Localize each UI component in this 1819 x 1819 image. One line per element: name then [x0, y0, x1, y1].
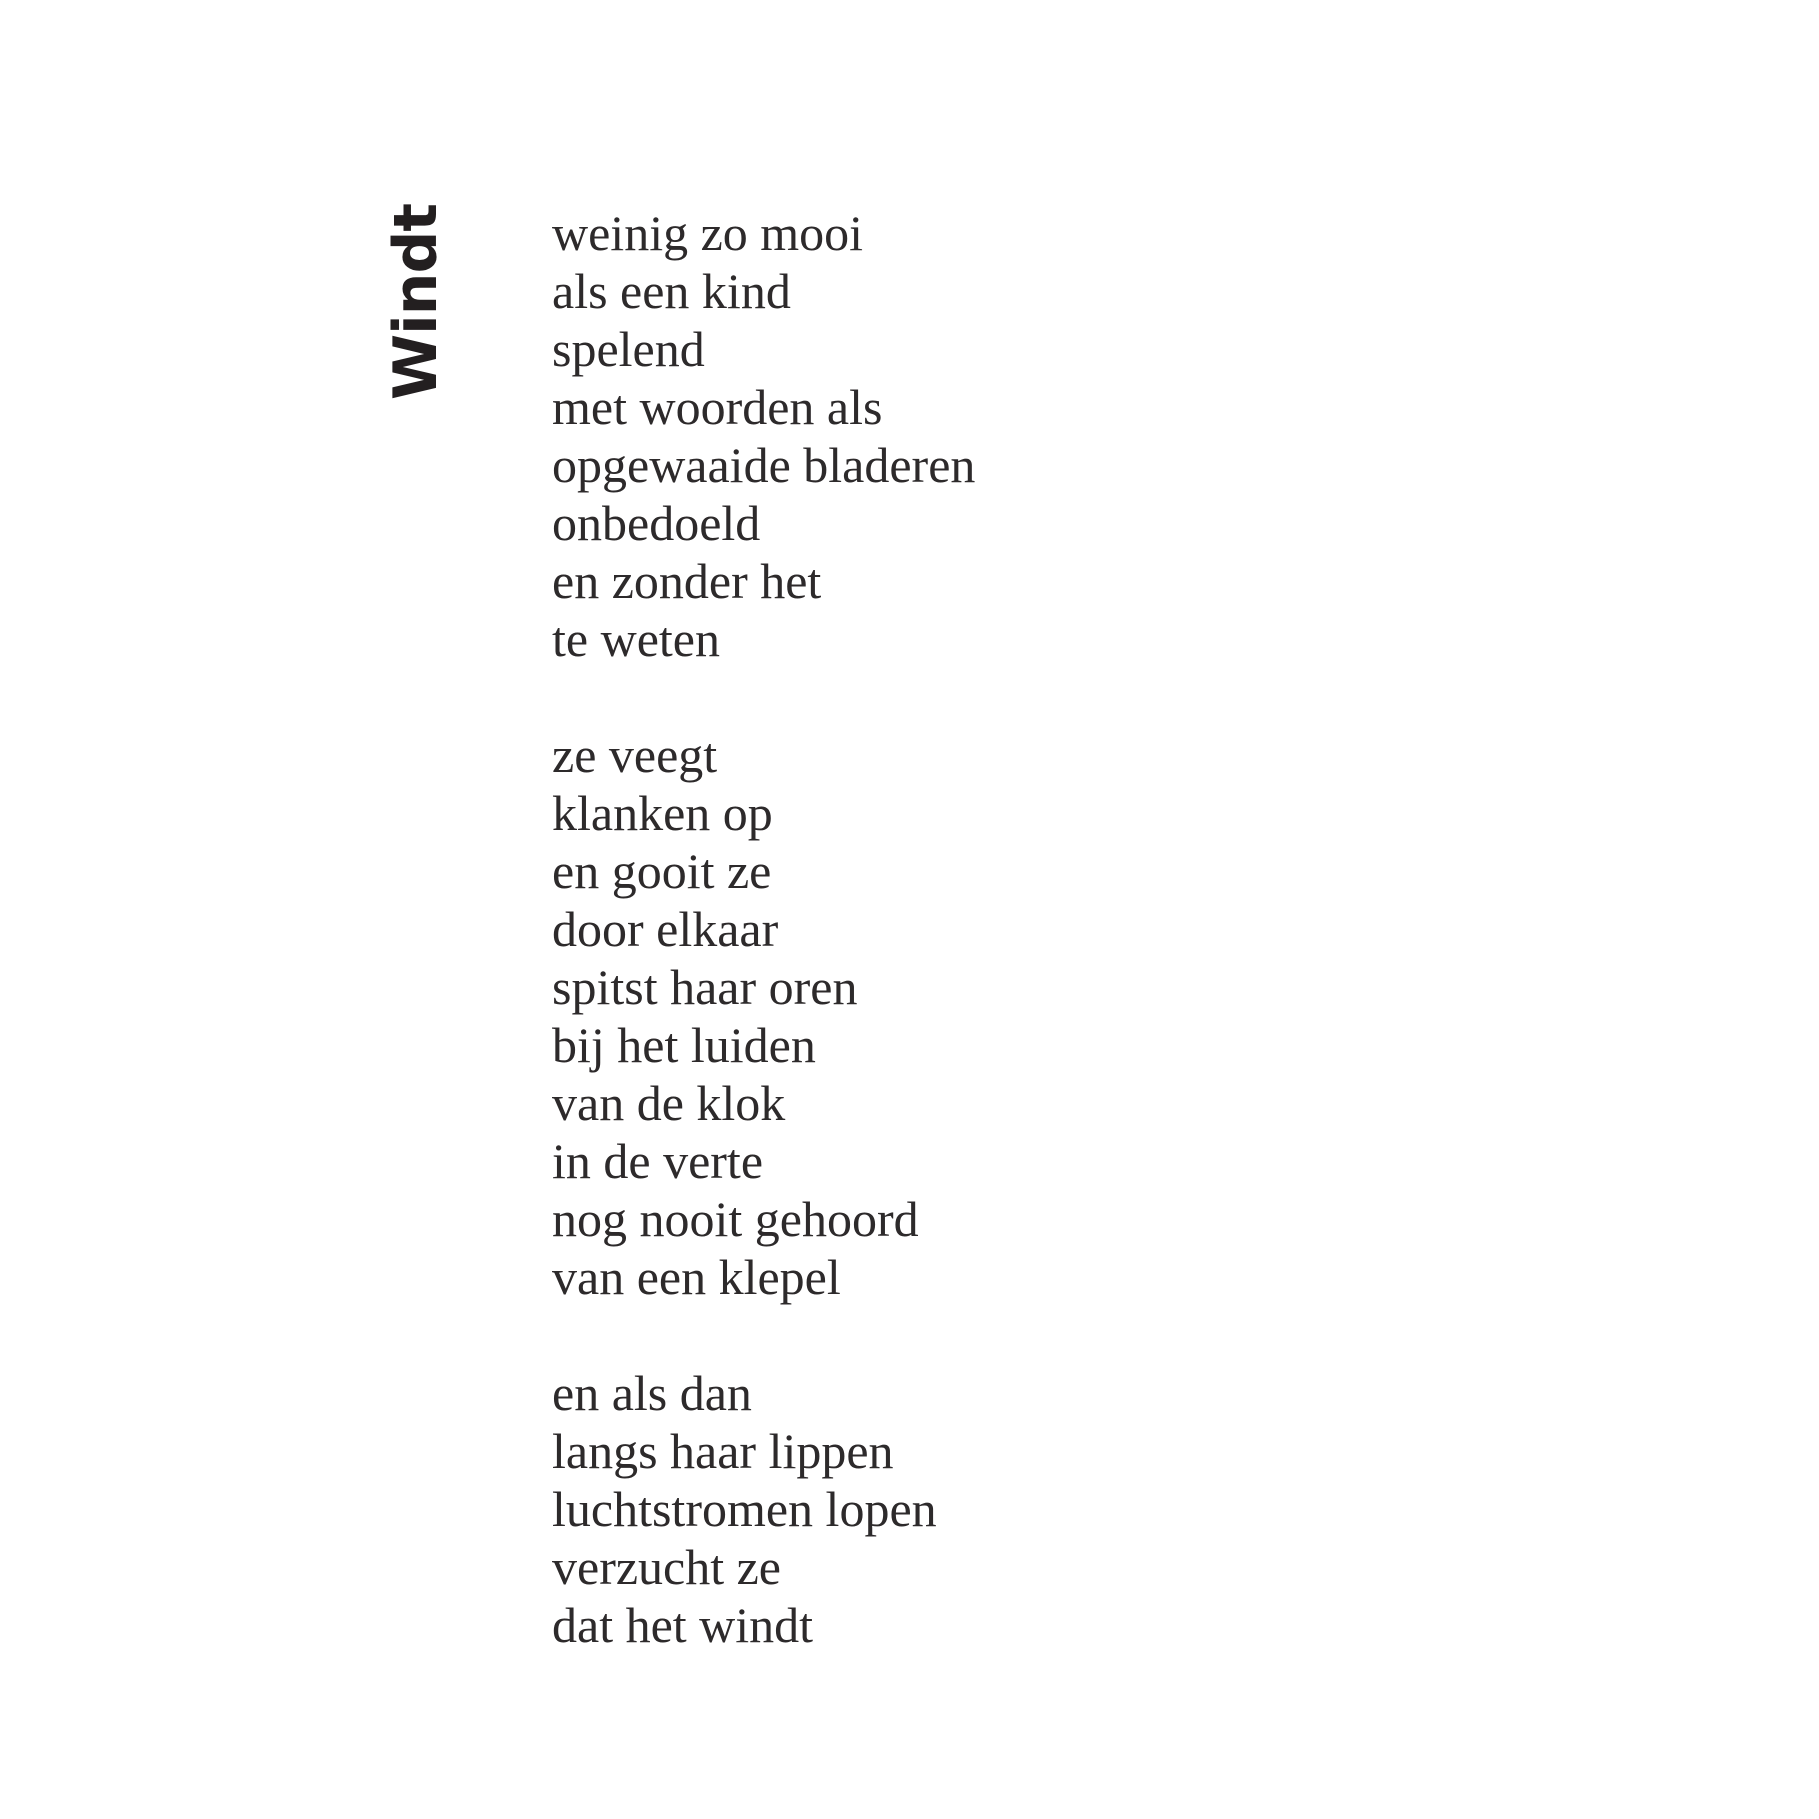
- poem-line: te weten: [552, 611, 720, 667]
- poem-line: ze veegt: [552, 727, 718, 783]
- poem-line: en gooit ze: [552, 843, 772, 899]
- poem-line: van de klok: [552, 1075, 786, 1131]
- poem-line: weinig zo mooi: [552, 205, 864, 261]
- poem-line: als een kind: [552, 263, 791, 319]
- poem-line: langs haar lippen: [552, 1423, 894, 1479]
- poem-line: nog nooit gehoord: [552, 1191, 919, 1247]
- poem-stanza-3: [552, 1364, 975, 1654]
- poem-line: dat het windt: [552, 1597, 814, 1653]
- poem-stanza-1: [552, 204, 975, 668]
- poem-title: Windt: [381, 203, 451, 400]
- poem-line: met woorden als: [552, 379, 883, 435]
- poem-stanza-2: [552, 726, 975, 1306]
- poem-line: bij het luiden: [552, 1017, 816, 1073]
- poem-line: opgewaaide bladeren: [552, 437, 976, 493]
- poem-line: van een klepel: [552, 1249, 841, 1305]
- poem-line: klanken op: [552, 785, 773, 841]
- poem-line: in de verte: [552, 1133, 764, 1189]
- poem-line: onbedoeld: [552, 495, 761, 551]
- poem-line: spelend: [552, 321, 705, 377]
- poem-line: verzucht ze: [552, 1539, 782, 1595]
- poem-line: luchtstromen lopen: [552, 1481, 937, 1537]
- poem-line: en als dan: [552, 1365, 752, 1421]
- poem-line: spitst haar oren: [552, 959, 858, 1015]
- poem-body: [552, 204, 975, 1654]
- poem-line: door elkaar: [552, 901, 779, 957]
- poem-line: en zonder het: [552, 553, 822, 609]
